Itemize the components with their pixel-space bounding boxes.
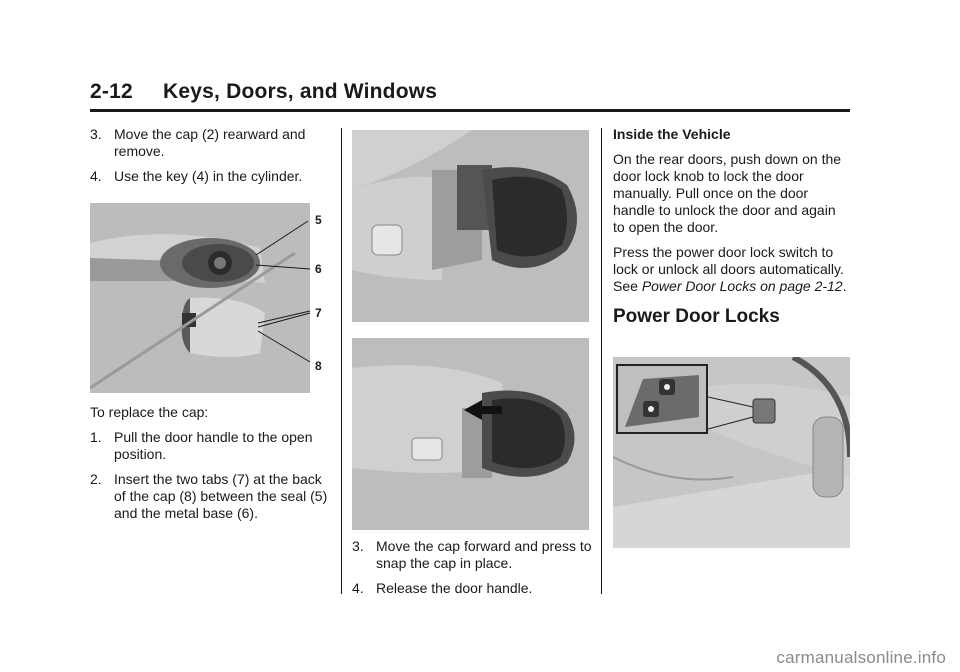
callout-label-6: 6 xyxy=(315,262,322,276)
list-item xyxy=(352,538,592,572)
page-title: 2-12 Keys, Doors, and Windows xyxy=(90,80,438,103)
figure-cap-removed xyxy=(352,130,589,322)
step-text: Release the door handle. xyxy=(376,580,533,596)
replace-heading: To replace the cap: xyxy=(90,404,209,420)
page-header xyxy=(90,80,850,112)
list-item xyxy=(352,580,592,597)
step-number: 3. xyxy=(90,126,102,142)
cap-removed-illustration xyxy=(352,130,589,322)
list-item xyxy=(90,168,330,185)
power-door-lock-illustration xyxy=(613,357,850,548)
list-item xyxy=(90,429,330,463)
section-title: Power Door Locks xyxy=(613,306,780,327)
step-text: Pull the door handle to the open position. xyxy=(114,429,313,462)
step-number: 3. xyxy=(352,538,364,554)
figure-power-door-lock-switch xyxy=(613,357,850,548)
callout-label-5: 5 xyxy=(315,213,322,227)
paragraph-text: . xyxy=(842,278,847,294)
callout-label-8: 8 xyxy=(315,359,322,373)
step-text: Move the cap (2) rearward and remove. xyxy=(114,126,306,159)
column-3 xyxy=(613,126,851,329)
cross-reference-link[interactable]: Power Door Locks on page 2-12 xyxy=(641,278,843,294)
column-1-lower xyxy=(90,404,330,530)
step-number: 4. xyxy=(90,168,102,184)
step-text: Insert the two tabs (7) at the back of the cap (8) between the seal (5) and the metal base (6). xyxy=(114,471,328,521)
step-text: Use the key (4) in the cylinder. xyxy=(114,168,303,184)
callout-lines xyxy=(250,205,330,380)
paragraph-text: Press the power door lock switch to lock or unlock all doors automatically. See xyxy=(613,244,844,294)
paragraph-rear-doors: On the rear doors, push down on the door lock knob to lock the door manually. Pull once on the door handle to unlock the door and again to open the door. xyxy=(613,151,842,235)
column-2-lower xyxy=(352,538,592,605)
step-number: 1. xyxy=(90,429,102,445)
column-divider-left xyxy=(341,128,342,594)
column-divider-right xyxy=(601,128,602,594)
list-item xyxy=(90,471,330,522)
header-rule xyxy=(90,109,850,112)
step-number: 2. xyxy=(90,471,102,487)
callout-label-7: 7 xyxy=(315,306,322,320)
step-number: 4. xyxy=(352,580,364,596)
figure-cap-install xyxy=(352,338,589,530)
watermark: carmanualsonline.info xyxy=(776,648,946,667)
subheading-inside-vehicle: Inside the Vehicle xyxy=(613,126,731,142)
column-1 xyxy=(90,126,330,193)
cap-install-illustration xyxy=(352,338,589,530)
list-item xyxy=(90,126,330,160)
step-text: Move the cap forward and press to snap the cap in place. xyxy=(376,538,592,571)
paragraph-power-lock-switch xyxy=(613,244,851,295)
